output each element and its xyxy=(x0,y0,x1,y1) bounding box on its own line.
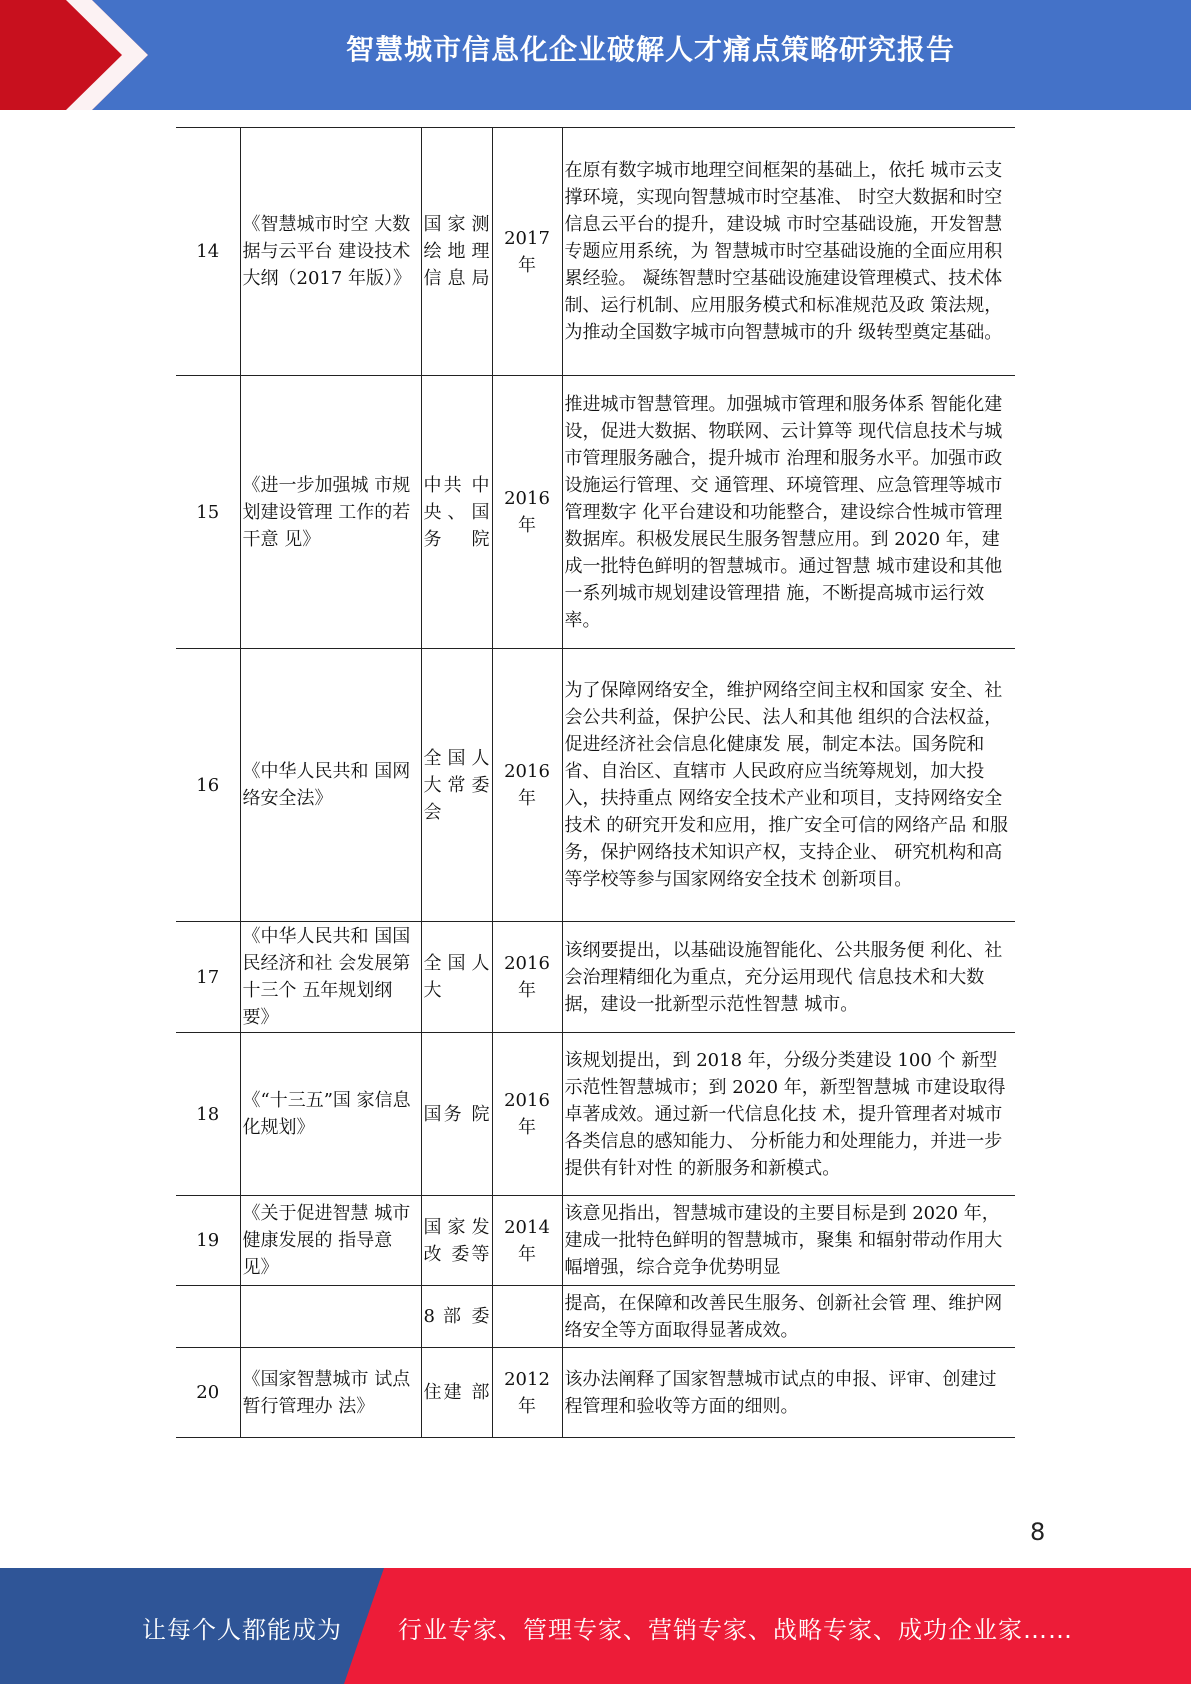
row-number: 15 xyxy=(176,376,240,649)
footer-slogan-right: 行业专家、管理专家、营销专家、战略专家、成功企业家…… xyxy=(398,1616,1073,1644)
policy-description: 推进城市智慧管理。加强城市管理和服务体系 智能化建设，促进大数据、物联网、云计算等 现代信息技术与城市管理服务融合，提升城市 治理和服务水平。加强市政设施运行管理、交 通管理、环境管理、应急管理等城市管理数字 化平台建设和功能整合，建设综合性城市管理 数据库。积极发展民生服务智慧应用。到 2020 年，建成一批特色鲜明的智慧城市。通过智慧 城市建设和其他一系列城市规划建设管理措 施，不断提高城市运行效率。 xyxy=(562,376,1015,649)
policy-description: 在原有数字城市地理空间框架的基础上，依托 城市云支撑环境，实现向智慧城市时空基准、 时空大数据和时空信息云平台的提升，建设城 市时空基础设施，开发智慧专题应用系统，为 智慧城市时空基础设施的全面应用积累经验。 凝练智慧时空基础设施建设管理模式、技术体 制、运行机制、应用服务模式和标准规范及政 策法规，为推动全国数字城市向智慧城市的升 级转型奠定基础。 xyxy=(562,128,1015,376)
year-unit: 年 xyxy=(518,788,536,809)
row-number: 16 xyxy=(176,649,240,922)
issue-year xyxy=(492,1348,562,1438)
policy-description: 为了保障网络安全，维护网络空间主权和国家 安全、社会公共利益，保护公民、法人和其他 组织的合法权益，促进经济社会信息化健康发 展，制定本法。国务院和省、自治区、直辖市 人民政府应当统筹规划，加大投入，扶持重点 网络安全技术产业和项目，支持网络安全技术 的研究开发和应用，推广安全可信的网络产品 和服务，保护网络技术知识产权，支持企业、 研究机构和高等学校等参与国家网络安全技术 创新项目。 xyxy=(562,649,1015,922)
table-row xyxy=(176,128,1015,376)
table-row xyxy=(176,922,1015,1033)
year-value: 2017 xyxy=(504,227,550,249)
year-value: 2016 xyxy=(504,953,550,974)
issuing-authority: 全 国 人大 xyxy=(421,922,492,1033)
issue-year xyxy=(492,649,562,922)
issuing-authority: 国 家 发 改 委等 xyxy=(421,1196,492,1286)
year-unit: 年 xyxy=(518,515,536,536)
issue-year xyxy=(492,1033,562,1196)
policy-name: 《“十三五”国 家信息化规划》 xyxy=(240,1033,421,1196)
issue-year xyxy=(492,922,562,1033)
row-number: 18 xyxy=(176,1033,240,1196)
year-value: 2014 xyxy=(504,1216,550,1238)
policy-name: 《中华人民共和 国网络安全法》 xyxy=(240,649,421,922)
policy-name: 《国家智慧城市 试点暂行管理办 法》 xyxy=(240,1348,421,1438)
year-value: 2016 xyxy=(504,488,550,509)
table-row xyxy=(176,1348,1015,1438)
year-unit: 年 xyxy=(518,980,536,1001)
issue-year xyxy=(492,1196,562,1286)
year-unit: 年 xyxy=(518,254,536,276)
footer-slogan-left: 让每个人都能成为 xyxy=(142,1616,342,1644)
issuing-authority: 国 家 测 绘 地 理 信 息 局 xyxy=(421,128,492,376)
policy-description: 该规划提出，到 2018 年，分级分类建设 100 个 新型示范性智慧城市；到 2020 年，新型智慧城 市建设取得卓著成效。通过新一代信息化技 术，提升管理者对城市各类信息的感知能力、 分析能力和处理能力，并进一步提供有针对性 的新服务和新模式。 xyxy=(562,1033,1015,1196)
policy-description: 该办法阐释了国家智慧城市试点的申报、评审、创建过程管理和验收等方面的细则。 xyxy=(562,1348,1015,1438)
table-row xyxy=(176,1286,1015,1348)
page-header xyxy=(0,0,1191,110)
year-value: 2016 xyxy=(504,761,550,782)
row-number: 19 xyxy=(176,1196,240,1286)
table-row xyxy=(176,649,1015,922)
issuing-authority: 8 部 委 xyxy=(421,1286,492,1348)
issue-year xyxy=(492,376,562,649)
issuing-authority: 国务 院 xyxy=(421,1033,492,1196)
policy-name: 《关于促进智慧 城市健康发展的 指导意见》 xyxy=(240,1196,421,1286)
year-unit: 年 xyxy=(518,1243,536,1265)
year-value: 2016 xyxy=(504,1090,550,1111)
policy-name: 《进一步加强城 市规划建设管理 工作的若干意 见》 xyxy=(240,376,421,649)
table-row xyxy=(176,1033,1015,1196)
row-number: 20 xyxy=(176,1348,240,1438)
table-row xyxy=(176,376,1015,649)
issue-year xyxy=(492,128,562,376)
year-unit: 年 xyxy=(518,1117,536,1138)
year-unit: 年 xyxy=(518,1395,536,1417)
policy-description: 提高，在保障和改善民生服务、创新社会管 理、维护网络安全等方面取得显著成效。 xyxy=(562,1286,1015,1348)
issuing-authority: 住建 部 xyxy=(421,1348,492,1438)
page-footer xyxy=(0,1568,1191,1684)
row-number: 17 xyxy=(176,922,240,1033)
policy-table xyxy=(176,127,1015,1438)
issue-year xyxy=(492,1286,562,1348)
issuing-authority: 全 国 人 大 常 委 会 xyxy=(421,649,492,922)
row-number xyxy=(176,1286,240,1348)
policy-name: 《中华人民共和 国国民经济和社 会发展第十三个 五年规划纲要》 xyxy=(240,922,421,1033)
issuing-authority: 中共 中 央、国务 院 xyxy=(421,376,492,649)
policy-description: 该意见指出，智慧城市建设的主要目标是到 2020 年，建成一批特色鲜明的智慧城市，聚集 和辐射带动作用大幅增强，综合竞争优势明显 xyxy=(562,1196,1015,1286)
header-title: 智慧城市信息化企业破解人才痛点策略研究报告 xyxy=(345,33,955,66)
year-value: 2012 xyxy=(504,1368,550,1390)
policy-name: 《智慧城市时空 大数据与云平台 建设技术大纲（2017 年版）》 xyxy=(240,128,421,376)
page-number: 8 xyxy=(1030,1518,1046,1546)
row-number: 14 xyxy=(176,128,240,376)
policy-name xyxy=(240,1286,421,1348)
policy-description: 该纲要提出，以基础设施智能化、公共服务便 利化、社会治理精细化为重点，充分运用现代 信息技术和大数据，建设一批新型示范性智慧 城市。 xyxy=(562,922,1015,1033)
table-row xyxy=(176,1196,1015,1286)
